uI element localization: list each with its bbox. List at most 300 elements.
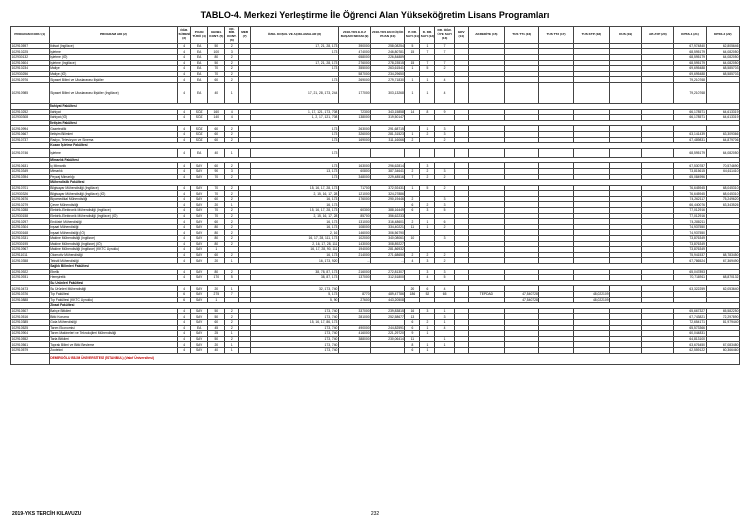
table-cell <box>642 148 674 157</box>
table-cell: 1 <box>225 347 239 353</box>
table-cell: 14 <box>405 109 420 115</box>
table-cell: 4 <box>178 331 191 337</box>
table-cell: 77,012916 <box>674 213 706 219</box>
table-cell: 1 <box>435 319 454 325</box>
program-code: 102910931 <box>11 275 50 281</box>
table-cell <box>573 82 609 103</box>
table-cell: 2 <box>225 208 239 214</box>
table-cell: TEPDAD <box>468 291 504 297</box>
table-cell: 68,783450 <box>706 252 739 258</box>
table-cell: 319,50147 <box>371 115 405 121</box>
table-cell: 308,89227 <box>371 241 405 247</box>
table-cell: 2 <box>225 60 239 66</box>
table-cell: 2 <box>225 325 239 331</box>
table-cell: 4 <box>178 247 191 253</box>
table-cell: 73,876349 <box>674 247 706 253</box>
table-cell: 343,15858 <box>371 109 405 115</box>
table-cell: 3 <box>420 163 435 169</box>
table-cell: 8770 <box>338 291 370 297</box>
table-cell: 490000 <box>338 325 370 331</box>
column-header: PROGRAM KODU (1) <box>11 27 50 44</box>
column-header: 2018-YKS EN KÜÇÜK PUAN (10) <box>371 27 405 44</box>
table-cell: SAY <box>191 331 208 337</box>
faculty-name: İletişim Fakültesi <box>49 120 739 126</box>
table-cell: 25 <box>208 331 225 337</box>
table-cell: 15, 16, 17, 28, 173 <box>251 185 339 191</box>
table-cell: 4 <box>178 236 191 242</box>
program-code: 102910922 <box>11 269 50 275</box>
table-cell: 281,86932 <box>371 247 405 253</box>
table-cell: 3 <box>420 269 435 275</box>
faculty-name: İlahiyat Fakültesi <box>49 103 739 109</box>
table-cell: 4 <box>435 82 454 103</box>
table-cell: 7 <box>225 291 239 297</box>
program-name: İnşaat Mühendisliği (İÖ) <box>49 230 178 236</box>
table-cell: 1 <box>420 43 435 49</box>
table-cell: 2 <box>435 66 454 72</box>
table-cell: 229,48516 <box>371 174 405 180</box>
table-cell: 1 <box>435 308 454 314</box>
table-cell: 1 <box>225 286 239 292</box>
program-code: 102910516 <box>11 314 50 320</box>
table-cell: 4 <box>178 137 191 143</box>
table-cell: 90 <box>208 168 225 174</box>
table-cell: 16, 173 <box>251 252 339 258</box>
table-cell: 281000 <box>338 314 370 320</box>
table-cell <box>420 148 435 157</box>
table-cell: 68,595179 <box>674 49 706 55</box>
table-cell: 20 <box>208 286 225 292</box>
table-cell: 67,743821 <box>674 314 706 320</box>
table-cell: 2 <box>225 196 239 202</box>
table-cell: SAY <box>191 202 208 208</box>
table-cell: 2 <box>225 219 239 225</box>
table-cell: 173, 740 <box>251 325 339 331</box>
program-code: 102910967 <box>11 247 50 253</box>
university-name: DEMİROĞLU BİLİM ÜNİVERSİTESİ (İSTANBUL) (Vakıf Üniversitesi) <box>49 353 739 364</box>
table-cell: 64,082050 <box>706 148 739 157</box>
table-cell: 47,540728 <box>505 291 539 297</box>
table-cell: 146000 <box>338 230 370 236</box>
table-cell: 173, 740 <box>251 336 339 342</box>
column-header: GRV (14) <box>454 27 468 44</box>
table-cell: 32, 173, 740 <box>251 286 339 292</box>
table-cell: 63,343526 <box>706 202 739 208</box>
column-header: TUS KTP (18) <box>573 27 609 44</box>
table-cell: 4 <box>178 191 191 197</box>
program-code: 102910976 <box>11 77 50 83</box>
table-cell <box>454 148 468 157</box>
table-cell: 3 <box>435 168 454 174</box>
table-cell: 2 <box>225 252 239 258</box>
table-cell: 60 <box>208 163 225 169</box>
table-cell: 73,876349 <box>674 241 706 247</box>
table-cell: EA <box>191 148 208 157</box>
table-cell: EA <box>191 82 208 103</box>
column-header: KPSS-1 (21) <box>674 27 706 44</box>
table-cell: SAY <box>191 291 208 297</box>
table-cell: 1 <box>225 258 239 264</box>
table-cell: 1, 17, 121, 173, 708 <box>251 109 339 115</box>
table-cell: 16, 17, 28, 90, 111 <box>251 247 339 253</box>
program-code: 102930195 <box>11 241 50 247</box>
program-code: 102910358 <box>11 258 50 264</box>
table-cell: 64,082050 <box>706 60 739 66</box>
table-cell: 4 <box>178 66 191 72</box>
program-code: 102910376 <box>11 291 50 297</box>
table-cell: 4 <box>178 213 191 219</box>
table-cell: 1 <box>225 148 239 157</box>
table-cell: 2 <box>405 196 420 202</box>
table-cell: 60 <box>208 219 225 225</box>
table-cell: 2 <box>225 241 239 247</box>
table-cell: 1 <box>420 331 435 337</box>
table-cell: 3 <box>420 208 435 214</box>
program-name: Gazetecilik <box>49 126 178 132</box>
program-code: 102910525 <box>11 325 50 331</box>
program-name: Siyaset Bilimi ve Uluslararası İlişkiler (İngilizce) <box>49 82 178 103</box>
table-cell: 76,645945 <box>674 191 706 197</box>
column-header: ÖĞR. SÜRESİ (3) <box>178 27 191 44</box>
table-cell: 67,530787 <box>674 163 706 169</box>
table-cell: 7 <box>435 49 454 55</box>
table-cell: SAY <box>191 230 208 236</box>
table-cell: 20 <box>208 202 225 208</box>
table-cell: 2 <box>225 43 239 49</box>
table-cell: 230,06414 <box>371 336 405 342</box>
table-cell: 312,51800 <box>371 275 405 281</box>
table-cell: 76,645945 <box>674 185 706 191</box>
program-name: Tıp Fakültesi <box>49 291 178 297</box>
program-name: Bahçe Bitkileri <box>49 308 178 314</box>
table-cell: 2 <box>225 131 239 137</box>
table-cell: 68,585703 <box>706 71 739 77</box>
table-cell: 3 <box>435 314 454 320</box>
page-number: 232 <box>370 511 380 517</box>
table-cell: 388,16449 <box>371 208 405 214</box>
table-cell <box>706 82 739 103</box>
table-cell: 2 <box>225 71 239 77</box>
table-cell: 60,044831 <box>674 331 706 337</box>
table-cell: 13 <box>405 314 420 320</box>
table-cell: 216000 <box>338 269 370 275</box>
table-cell: 1 <box>420 224 435 230</box>
table-cell: 79,210768 <box>674 82 706 103</box>
table-cell: 75,249620 <box>706 196 739 202</box>
program-name: Mimarlık <box>49 168 178 174</box>
table-cell: 2 <box>225 163 239 169</box>
program-name: Bilgisayar Mühendisliği (İngilizce) <box>49 185 178 191</box>
table-cell: 65,047893 <box>674 269 706 275</box>
faculty-name: Ziraat Fakültesi <box>49 303 739 309</box>
table-cell: 387,34641 <box>371 168 405 174</box>
table-cell: 2 <box>225 185 239 191</box>
table-cell: 170 <box>208 275 225 281</box>
table-cell: 64,879706 <box>706 137 739 143</box>
table-cell: 2 <box>225 319 239 325</box>
table-cell: 4 <box>178 252 191 258</box>
table-cell: 68,585703 <box>706 66 739 72</box>
table-cell: 388000 <box>338 336 370 342</box>
table-cell: SAY <box>191 196 208 202</box>
table-cell: 4 <box>178 342 191 348</box>
table-cell: 16, 173 <box>251 224 339 230</box>
table-cell: 60 <box>208 196 225 202</box>
table-cell: 4 <box>178 196 191 202</box>
table-cell: 272,81307 <box>371 269 405 275</box>
table-cell: 226,84889 <box>371 55 405 61</box>
table-cell: 4 <box>178 224 191 230</box>
program-name: Ebelik <box>49 269 178 275</box>
table-cell: 2 <box>225 308 239 314</box>
program-code: 102910385 <box>11 319 50 325</box>
column-header: ÖZEL KOŞUL VE AÇIKLAMALAR (8) <box>251 27 339 44</box>
program-name: Siyaset Bilimi ve Uluslararası İlişkiler <box>49 77 178 83</box>
table-cell: 2 <box>405 219 420 225</box>
table-cell: 65,582250 <box>706 308 739 314</box>
table-cell: 3 <box>435 269 454 275</box>
table-cell: 4 <box>178 202 191 208</box>
table-cell <box>435 148 454 157</box>
table-cell: SAY <box>191 275 208 281</box>
table-cell: 173, 740 <box>251 342 339 348</box>
program-code: 102911011 <box>11 252 50 258</box>
table-cell: 258,08254 <box>371 43 405 49</box>
table-cell: 60 <box>208 126 225 132</box>
table-cell: 3 <box>435 126 454 132</box>
programs-table <box>10 26 740 365</box>
table-cell: 65,667327 <box>674 308 706 314</box>
table-cell: 244,82591 <box>371 325 405 331</box>
table-cell: 60800 <box>338 168 370 174</box>
table-cell: 2 <box>225 55 239 61</box>
table-cell: EA <box>191 77 208 83</box>
column-header: D. DR. SAYI (12) <box>420 27 435 44</box>
table-cell: 173 <box>251 49 339 55</box>
table-cell: 16, 173, 920 <box>251 258 339 264</box>
table-cell: 2 <box>225 174 239 180</box>
faculty-name: Mühendislik Fakültesi <box>49 180 739 186</box>
table-cell: 70 <box>208 208 225 214</box>
program-name: Tarla Bitkileri <box>49 336 178 342</box>
table-cell: 15 <box>405 60 420 66</box>
table-cell: 390000 <box>338 43 370 49</box>
table-cell: SAY <box>191 336 208 342</box>
table-cell: 7 <box>435 43 454 49</box>
table-cell <box>642 82 674 103</box>
table-cell: 1 <box>405 131 420 137</box>
program-code: 102910985 <box>11 82 50 103</box>
table-cell: 2 <box>225 137 239 143</box>
table-cell: 489,47786 <box>371 291 405 297</box>
table-cell: 2 <box>225 236 239 242</box>
table-cell: 163000 <box>338 163 370 169</box>
table-cell: 63,309366 <box>706 131 739 137</box>
program-code: 102910507 <box>11 308 50 314</box>
table-cell: 7 <box>420 49 435 55</box>
table-cell: 2 <box>420 168 435 174</box>
table-cell: 4 <box>435 325 454 331</box>
column-header: GENEL KONT. (5) <box>208 27 225 44</box>
table-cell: 4 <box>178 163 191 169</box>
table-cell <box>505 148 539 157</box>
table-cell: 50 <box>208 314 225 320</box>
table-cell: 4 <box>178 82 191 103</box>
program-code: 102910676 <box>11 196 50 202</box>
table-cell: 4 <box>178 314 191 320</box>
table-cell: 3 <box>225 49 239 55</box>
table-cell: 658000 <box>338 55 370 61</box>
table-cell: 60300 <box>338 208 370 214</box>
table-cell: 246,80781 <box>371 49 405 55</box>
table-cell: 3 <box>420 308 435 314</box>
table-cell: 7 <box>420 60 435 66</box>
program-code: 102910304 <box>11 224 50 230</box>
table-cell: 2 <box>435 224 454 230</box>
table-cell: 4 <box>435 286 454 292</box>
table-cell: 3 <box>435 202 454 208</box>
table-cell: 4 <box>178 325 191 331</box>
table-cell: 2 <box>420 319 435 325</box>
program-name: İlahiyat <box>49 109 178 115</box>
program-code: 102910994 <box>11 126 50 132</box>
table-cell: 5 <box>420 185 435 191</box>
table-cell: 1 <box>420 77 435 83</box>
program-name: İşletme <box>49 148 178 157</box>
table-cell: 4 <box>420 275 435 281</box>
program-code: 102910597 <box>11 43 50 49</box>
table-cell: 67,083480 <box>706 342 739 348</box>
table-cell: 303,13268 <box>371 82 405 103</box>
table-cell: 38, 87, 173 <box>251 275 339 281</box>
table-cell <box>371 148 405 157</box>
table-cell: 16, 173 <box>251 202 339 208</box>
table-cell: 64,082050 <box>706 55 739 61</box>
table-cell: 2, 15, 16, 17, 28 <box>251 213 339 219</box>
table-cell: 2, 15, 16, 17, 28 <box>251 191 339 197</box>
program-code: 102930308 <box>11 115 50 121</box>
table-cell: 17, 21, 28, 173 <box>251 43 339 49</box>
table-cell: SAY <box>191 224 208 230</box>
program-code: 102910604 <box>11 60 50 66</box>
table-cell: SAY <box>191 191 208 197</box>
table-cell: 4 <box>405 258 420 264</box>
table-cell: 173 <box>251 163 339 169</box>
table-cell: 1 <box>435 336 454 342</box>
program-name: İşletme (İÖ) <box>49 55 178 61</box>
table-cell <box>405 148 420 157</box>
program-name: Endüstri Mühendisliği <box>49 219 178 225</box>
program-code: 102930158 <box>11 213 50 219</box>
table-cell <box>338 148 370 157</box>
table-cell: 355000 <box>338 66 370 72</box>
table-cell: SAY <box>191 219 208 225</box>
table-cell: 348000 <box>338 174 370 180</box>
table-cell <box>610 148 642 157</box>
table-cell: 70 <box>208 71 225 77</box>
program-name: İlahiyat (İÖ) <box>49 115 178 121</box>
table-cell: 173, 740 <box>251 331 339 337</box>
table-cell: 80 <box>208 224 225 230</box>
table-cell: 65,573366 <box>674 325 706 331</box>
program-name: İşletme <box>49 49 178 55</box>
table-cell: 416000 <box>338 331 370 337</box>
table-cell: 2 <box>225 126 239 132</box>
table-cell: 269000 <box>338 77 370 83</box>
table-cell: 4 <box>178 230 191 236</box>
table-cell: 68,045310 <box>706 185 739 191</box>
table-cell: ... <box>371 258 405 264</box>
table-cell: 173 <box>251 137 339 143</box>
program-code: 102910561 <box>11 342 50 348</box>
table-cell: 4 <box>178 55 191 61</box>
table-cell: 4 <box>178 241 191 247</box>
table-cell: 2 <box>435 185 454 191</box>
table-cell: 72300 <box>338 109 370 115</box>
program-name: Makine Mühendisliği (İngilizce) (KKTC Uyruklu) <box>49 247 178 253</box>
program-name: Hemşirelik <box>49 275 178 281</box>
table-header-row <box>11 27 740 44</box>
table-cell: 62,805646 <box>706 43 739 49</box>
table-cell: 8 <box>420 109 435 115</box>
table-cell: 60 <box>208 137 225 143</box>
table-cell: 137000 <box>338 275 370 281</box>
table-cell: 1 <box>435 342 454 348</box>
table-cell: 4 <box>178 49 191 55</box>
table-cell: 3 <box>435 131 454 137</box>
table-cell: SAY <box>191 163 208 169</box>
program-name: Biyomedikal Mühendisliği <box>49 196 178 202</box>
table-cell: SÖZ <box>191 131 208 137</box>
table-cell: 6 <box>178 297 191 303</box>
table-cell: 6 <box>405 325 420 331</box>
page-title: TABLO-4. Merkezi Yerleştirme İle Öğrenci Alan Yükseköğretim Lisans Programları <box>200 10 550 20</box>
table-row <box>11 148 740 157</box>
faculty-name: Mimarlık Fakültesi <box>49 157 739 163</box>
table-cell <box>454 82 468 103</box>
table-cell: 16 <box>405 308 420 314</box>
column-header: OK. BİR. KONT. (6) <box>225 27 239 44</box>
table-cell: 1 <box>420 347 435 353</box>
table-cell: 121000 <box>338 191 370 197</box>
table-cell: 173 <box>251 66 339 72</box>
table-cell: 263000 <box>338 126 370 132</box>
table-cell: 1 <box>208 297 225 303</box>
program-code: 102910904 <box>11 331 50 337</box>
table-cell <box>239 148 251 157</box>
column-header: P. DR. SAYI (11) <box>405 27 420 44</box>
table-cell: 311,16066 <box>371 137 405 143</box>
table-cell: 177000 <box>338 82 370 103</box>
table-cell: 5 <box>435 275 454 281</box>
table-cell: 9 <box>405 331 420 337</box>
column-header: TUS TT2 (17) <box>539 27 573 44</box>
table-cell: 62,053640 <box>706 286 739 292</box>
program-name: Tarım Ekonomisi <box>49 325 178 331</box>
table-cell: SÖZ <box>191 126 208 132</box>
table-cell: 52 <box>420 291 435 297</box>
table-cell: 66,178571 <box>674 115 706 121</box>
table-cell <box>610 82 642 103</box>
program-code: 102910349 <box>11 168 50 174</box>
program-name: Tekstil Mühendisliği <box>49 258 178 264</box>
table-cell: 72,654171 <box>674 319 706 325</box>
table-cell: 38, 78, 87, 173 <box>251 269 339 275</box>
table-cell: 160 <box>208 109 225 115</box>
table-cell: SAY <box>191 314 208 320</box>
table-cell: 173 <box>251 148 339 157</box>
table-cell: EA <box>191 325 208 331</box>
